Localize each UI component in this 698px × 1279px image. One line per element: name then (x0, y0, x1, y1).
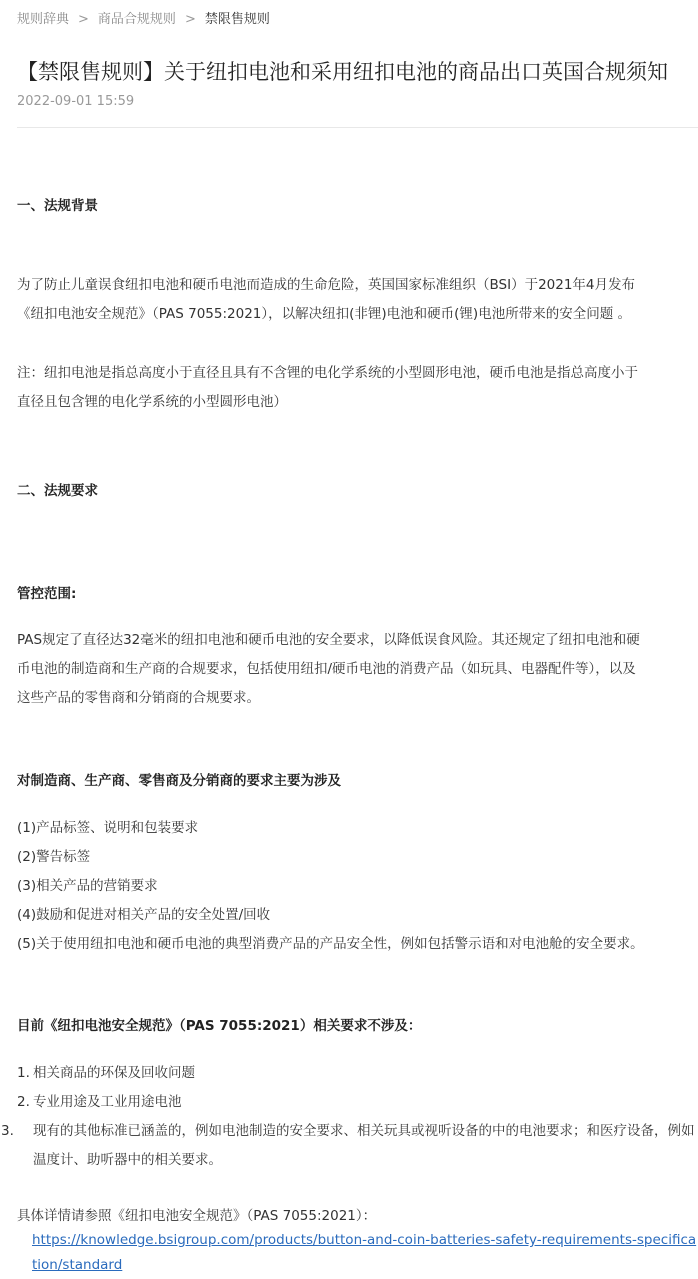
breadcrumb (17, 11, 270, 29)
section-heading-requirements: 二、法规要求 (17, 483, 98, 499)
requirement-item: (1)产品标签、说明和包装要求 (17, 820, 199, 836)
exclusion-text: 现有的其他标准已涵盖的，例如电池制造的安全要求、相关玩具或视听设备的中的电池要求；和医疗设备，例如温度计、助听器中的相关要求。 (33, 1123, 695, 1168)
section-heading-background: 一、法规背景 (17, 198, 98, 214)
note-paragraph-line-2: 直径且包含锂的电化学系统的小型圆形电池） (17, 394, 287, 410)
exclusion-number: 2. (17, 1094, 30, 1110)
requirement-item: (2)警告标签 (17, 849, 91, 865)
scope-heading: 管控范围: (17, 586, 77, 602)
reference-text: 具体详情请参照《纽扣电池安全规范》（PAS 7055:2021）： (17, 1208, 377, 1224)
page-title: 【禁限售规则】关于纽扣电池和采用纽扣电池的商品出口英国合规须知 (17, 60, 668, 84)
reference-link[interactable]: https://knowledge.bsigroup.com/products/button-and-coin-batteries-safety-requirements-specification/standard (32, 1232, 697, 1273)
exclusion-number: 3. (1, 1123, 14, 1139)
exclusion-item (17, 1088, 698, 1117)
scope-paragraph-line-3: 这些产品的零售商和分销商的合规要求。 (17, 690, 260, 706)
requirement-item: (4)鼓励和促进对相关产品的安全处置/回收 (17, 907, 271, 923)
exclusion-text: 专业用途及工业用途电池 (33, 1094, 182, 1110)
breadcrumb-separator: > (184, 12, 196, 27)
obligations-heading: 对制造商、生产商、零售商及分销商的要求主要为涉及 (17, 773, 341, 789)
scope-paragraph-line-2: 币电池的制造商和生产商的合规要求，包括使用纽扣/硬币电池的消费产品（如玩具、电器配件等），以及 (17, 661, 636, 677)
breadcrumb-compliance-rules[interactable]: 商品合规规则 (97, 12, 176, 27)
note-paragraph-line-1: 注：纽扣电池是指总高度小于直径且具有不含锂的电化学系统的小型圆形电池，硬币电池是指总高度小于 (17, 365, 638, 381)
breadcrumb-current: 禁限售规则 (204, 12, 270, 27)
breadcrumb-separator: > (78, 12, 89, 27)
exclusions-heading: 目前《纽扣电池安全规范》（PAS 7055:2021）相关要求不涉及： (17, 1018, 422, 1034)
exclusion-item (17, 1059, 698, 1088)
exclusion-text: 相关商品的环保及回收问题 (33, 1065, 195, 1081)
background-paragraph-line-2: 《纽扣电池安全规范》（PAS 7055:2021），以解决纽扣(非锂)电池和硬币(锂)电池所带来的安全问题 。 (17, 306, 631, 322)
requirement-item: (3)相关产品的营销要求 (17, 878, 158, 894)
background-paragraph-line-1: 为了防止儿童误食纽扣电池和硬币电池而造成的生命危险，英国国家标准组织（BSI）于2021年4月发布 (17, 277, 636, 293)
exclusion-number: 1. (17, 1065, 30, 1081)
scope-paragraph-line-1: PAS规定了直径达32毫米的纽扣电池和硬币电池的安全要求，以降低误食风险。其还规定了纽扣电池和硬 (17, 632, 640, 648)
exclusion-item (1, 1117, 698, 1175)
breadcrumb-rules-dictionary[interactable]: 规则辞典 (17, 12, 70, 27)
title-divider (17, 127, 698, 128)
publish-date: 2022-09-01 15:59 (17, 94, 135, 109)
requirement-item: (5)关于使用纽扣电池和硬币电池的典型消费产品的产品安全性，例如包括警示语和对电池舱的安全要求。 (17, 936, 644, 952)
